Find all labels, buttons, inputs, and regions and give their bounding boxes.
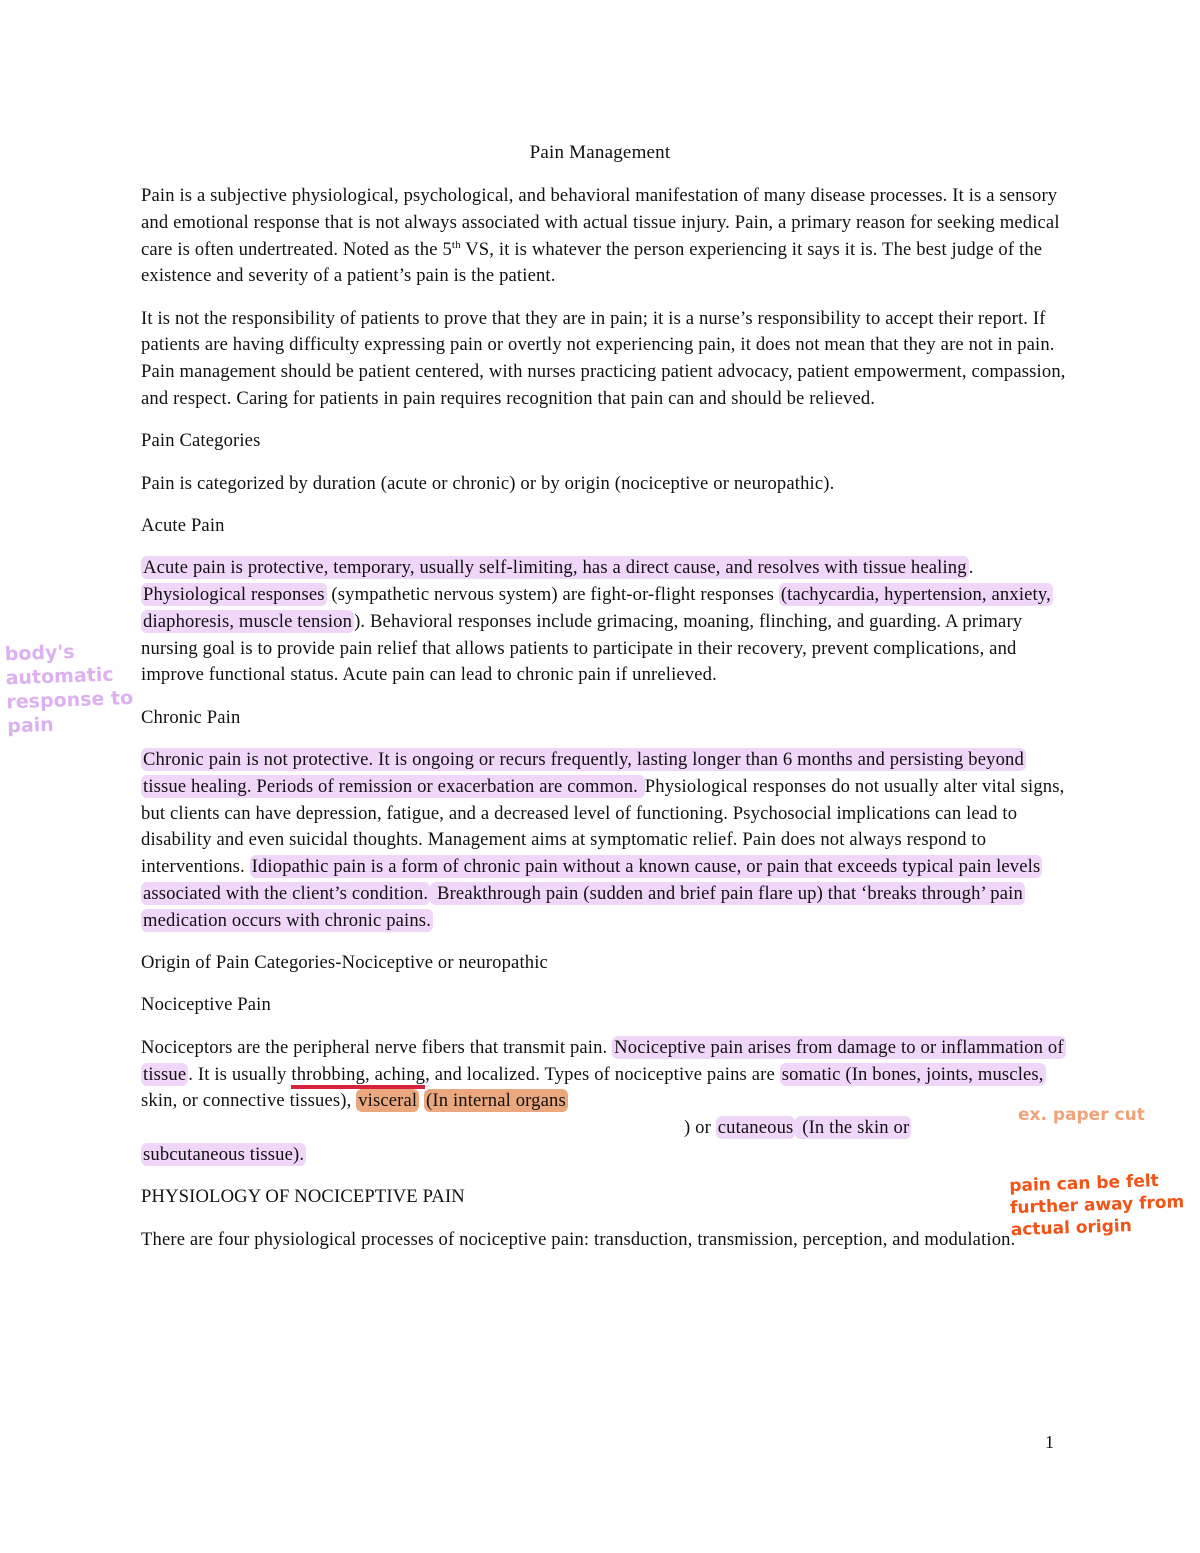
highlight-chronic-def: Chronic pain is not protective. It is ongoing or recurs frequently, lasting longer than 6 months and persisting beyond tissue healing. Periods of remission or exacerbation are common. (143, 749, 1024, 797)
heading-chronic-pain: Chronic Pain (141, 706, 241, 728)
handwritten-note-left: body's automatic response to pain (4, 640, 134, 738)
paragraph-nociceptive (141, 1035, 1066, 1115)
highlight-internal-organs: (In internal organs (426, 1090, 566, 1112)
highlight-somatic: somatic (In bones, joints, muscles, (781, 1063, 1044, 1085)
highlight-breakthrough: Breakthrough pain (sudden and brief pain flare up) that ‘breaks through’ pain medication occurs with chronic pains. (143, 883, 1023, 931)
intro-text-cont: VS, it is whatever the person experiencing it says it is. The best judge of the existence and severity of a patient’s pain is the patient. (141, 238, 1043, 287)
handwritten-note-paper-cut: ex. paper cut (1018, 1105, 1145, 1125)
text: . It is usually (188, 1063, 292, 1085)
text: (sympathetic nervous system) are fight-or-flight responses (326, 584, 779, 606)
paragraph-responsibility: It is not the responsibility of patients to prove that they are in pain; it is a nurse’s responsibility to accept their report. If patients are having difficulty expressing pain or overtly not experiencing pain, it does not mean that they are not in pain. Pain management should be patient centered, with nurses practicing patient advocacy, patient empowerment, compassion, and respect. Caring for patients in pain requires recognition that pain can and should be relieved. (141, 307, 1066, 410)
page-title: Pain Management (529, 142, 671, 163)
text: Physiological responses do not usually alter vital signs, but clients can have depression, fatigue, and a decreased level of functioning. Psychosocial implications can lead to disability and even suicidal thoughts. Management aims at symptomatic relief. Pain does not always respond to interventions. (141, 775, 1065, 878)
highlight-noci-def: Nociceptive pain arises from damage to or inflammation of tissue (143, 1036, 1064, 1085)
text: ). Behavioral responses include grimacing, moaning, flinching, and guarding. A primary nursing goal is to provide pain relief that allows patients to participate in their recovery, prevent complications, and improve functional status. Acute pain can lead to chronic pain if unrelieved. (141, 610, 1023, 686)
handwritten-note-referred-pain: pain can be felt further away from actual origin (1008, 1171, 1185, 1241)
superscript: th (451, 238, 461, 251)
text: skin, or connective tissues), (141, 1090, 357, 1112)
highlight-visceral: visceral (358, 1090, 418, 1112)
heading-nociceptive-pain: Nociceptive Pain (141, 994, 271, 1016)
document-body (141, 183, 1066, 1269)
highlight-skin: (In the skin or (797, 1117, 910, 1139)
paragraph-acute (141, 555, 1066, 689)
highlight-physio-responses: Physiological responses (143, 584, 325, 606)
heading-acute-pain: Acute Pain (141, 514, 225, 536)
heading-pain-categories: Pain Categories (141, 430, 261, 452)
highlight-symptoms: (tachycardia, hypertension, anxiety, diaphoresis, muscle tension (143, 584, 1051, 632)
text: Nociceptors are the peripheral nerve fibers that transmit pain. (141, 1036, 613, 1058)
page-number: 1 (1045, 1432, 1054, 1452)
paragraph-nociceptive-cont (684, 1115, 1066, 1142)
heading-physiology: PHYSIOLOGY OF NOCICEPTIVE PAIN (141, 1186, 465, 1208)
text: . (968, 557, 974, 579)
paragraph-four-processes: There are four physiological processes of nociceptive pain: transduction, transmission, perception, and modulation. (141, 1228, 1016, 1250)
intro-text: Pain is a subjective physiological, psychological, and behavioral manifestation of many disease processes. It is a sensory and emotional response that is not always associated with actual tissue injury. Pain, a primary reason for seeking medical care is often undertreated. Noted as the 5 (141, 185, 1060, 260)
text: , and localized. Types of nociceptive pains are (425, 1063, 780, 1085)
paragraph-nociceptive-end (141, 1142, 1066, 1169)
paragraph-categories: Pain is categorized by duration (acute or chronic) or by origin (nociceptive or neuropathic). (141, 472, 835, 494)
underline-throbbing: throbbing, aching (291, 1064, 425, 1089)
highlight-cutaneous: cutaneous (717, 1117, 794, 1139)
text: ) or (684, 1117, 716, 1139)
heading-origin: Origin of Pain Categories-Nociceptive or neuropathic (141, 952, 548, 974)
highlight-acute-def: Acute pain is protective, temporary, usually self-limiting, has a direct cause, and resolves with tissue healing (143, 557, 967, 579)
highlight-idiopathic: Idiopathic pain is a form of chronic pain without a known cause, or pain that exceeds typical pain levels associated with the client’s condition. (143, 856, 1041, 905)
paragraph-chronic (141, 747, 1066, 935)
paragraph-intro (141, 183, 1066, 290)
highlight-subcutaneous: subcutaneous tissue). (143, 1143, 305, 1165)
